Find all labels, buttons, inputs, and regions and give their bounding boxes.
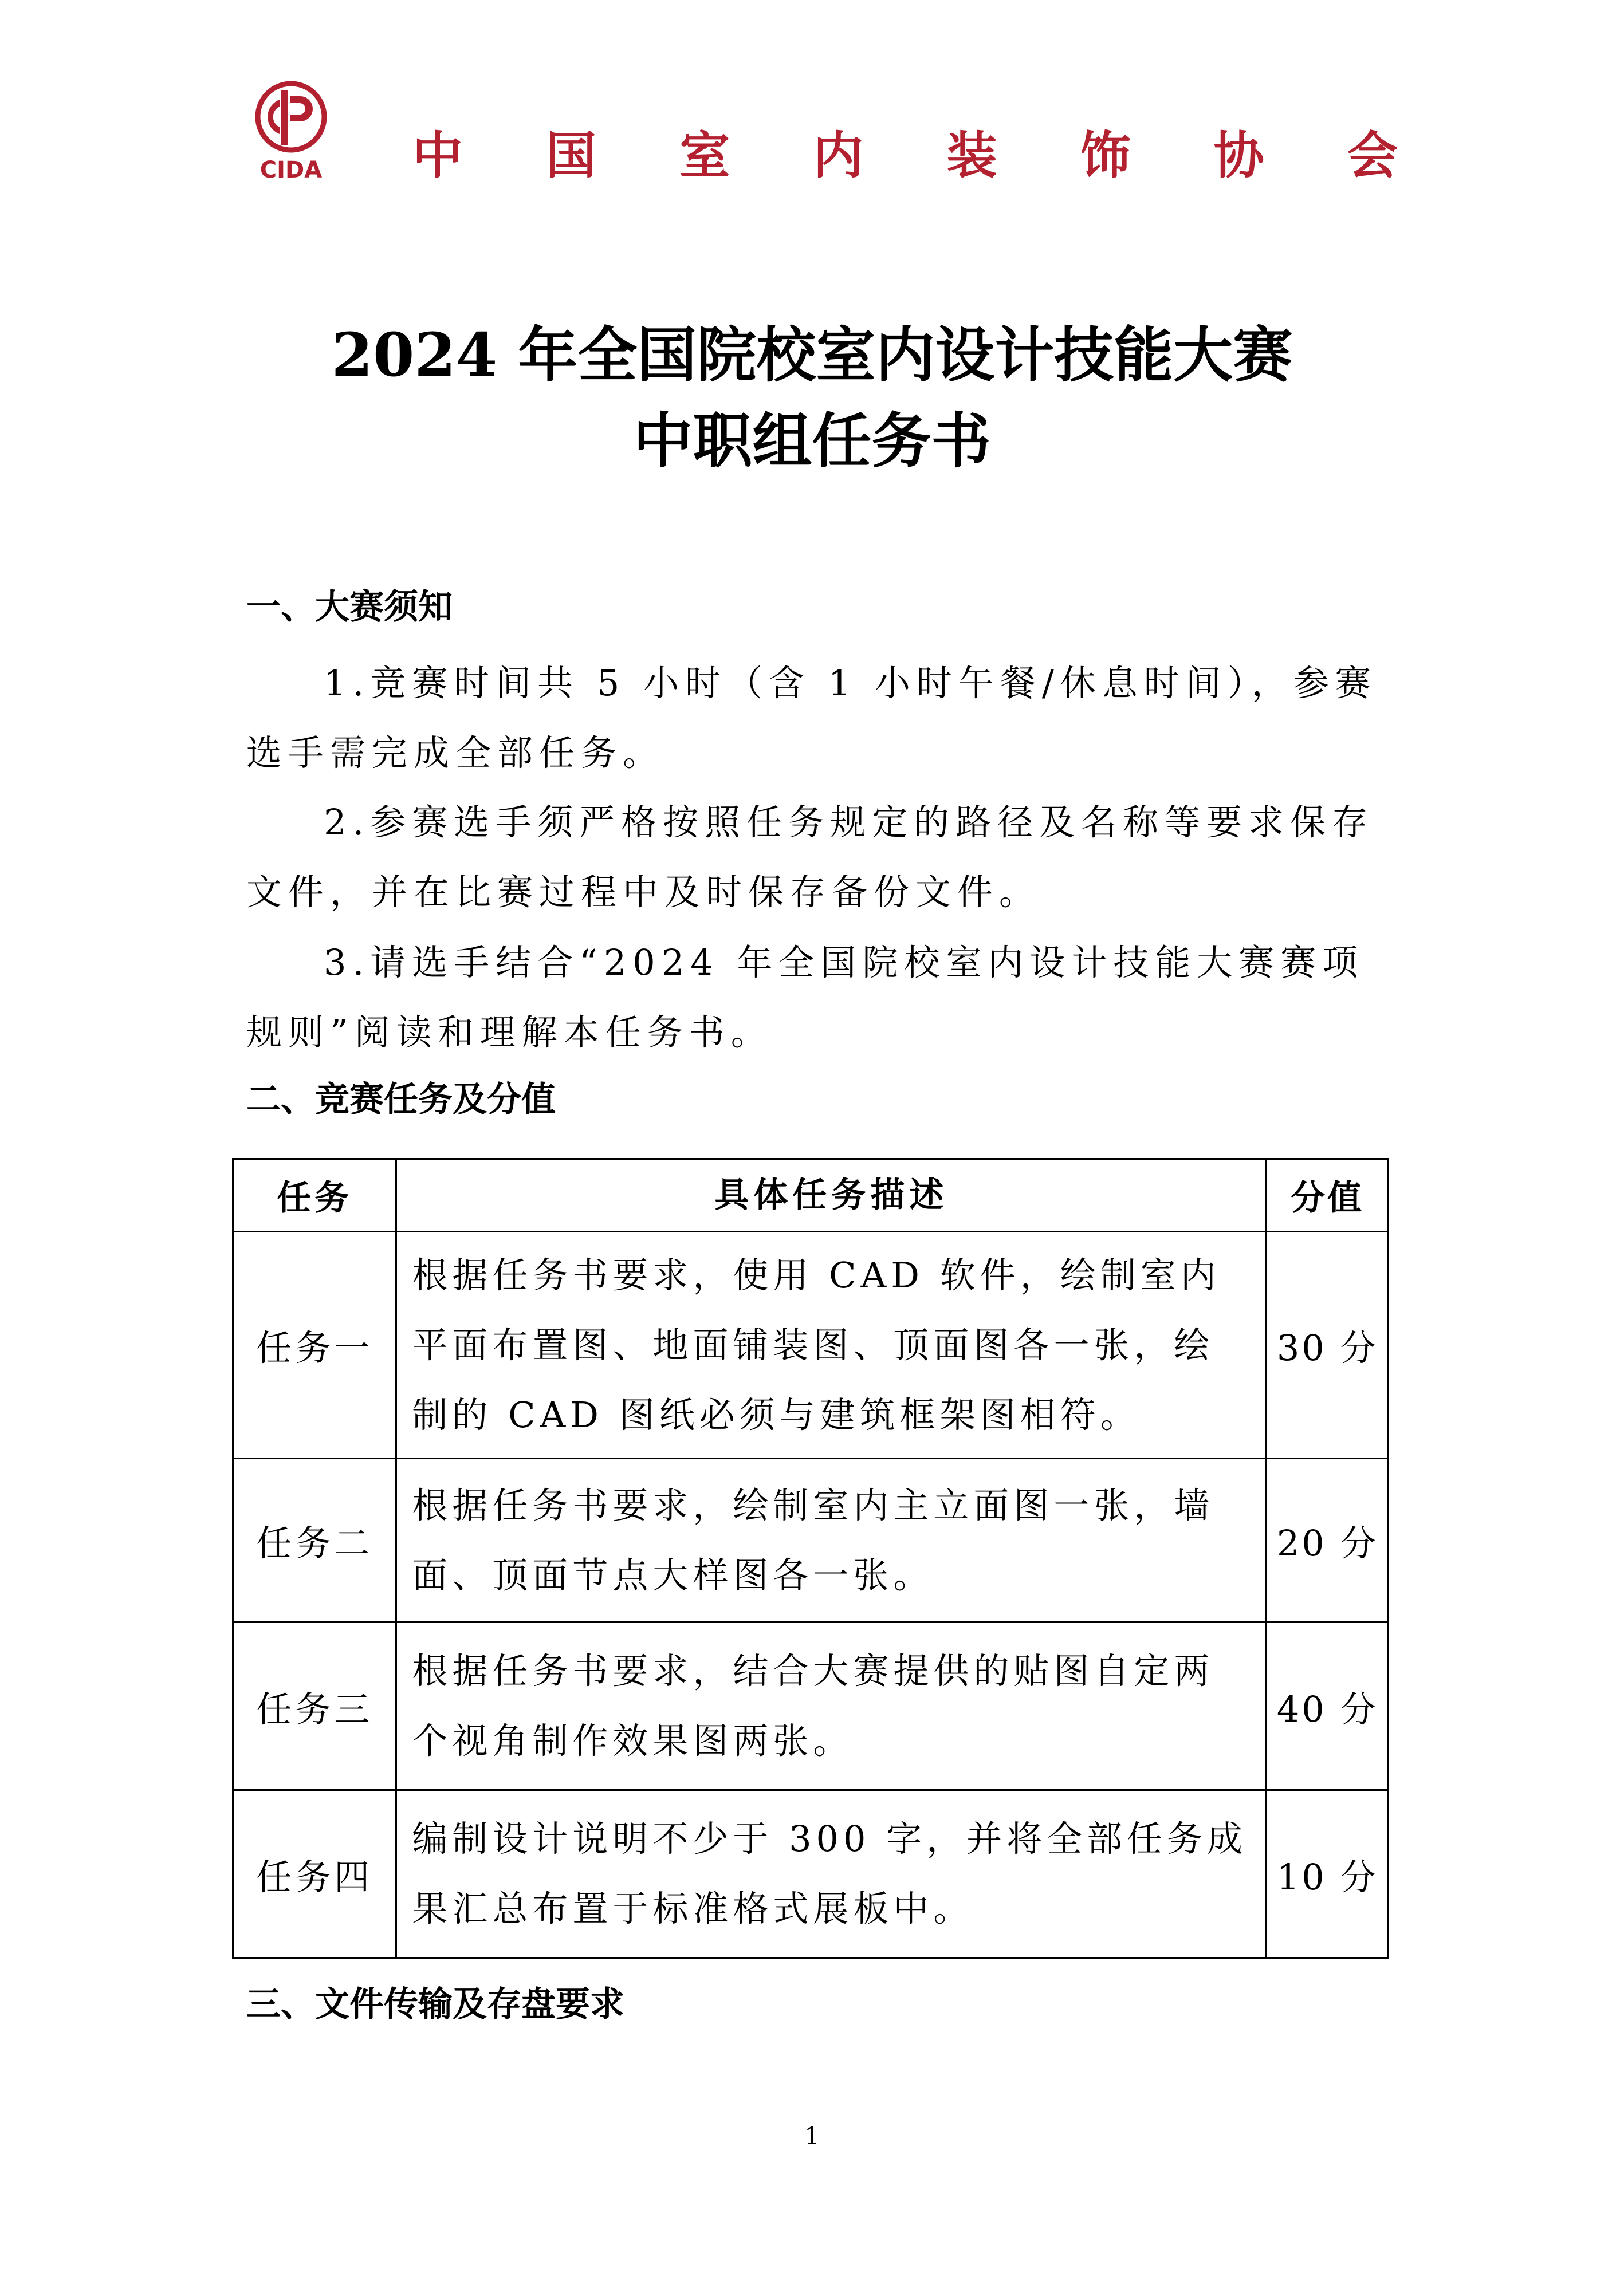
org-name-char: 内 (813, 126, 864, 185)
task-name-cell: 任务一 (233, 1232, 396, 1459)
notice-paragraph: 2.参赛选手须严格按照任务规定的路径及名称等要求保存文件，并在比赛过程中及时保存备份文件。 (246, 801, 1374, 913)
notice-paragraph: 1.竞赛时间共 5 小时（含 1 小时午餐/休息时间），参赛选手需完成全部任务。 (246, 662, 1377, 774)
task-name-cell: 任务三 (233, 1622, 396, 1790)
org-name-char: 装 (946, 126, 997, 185)
table-header-row (233, 1159, 1389, 1232)
task-description-cell: 根据任务书要求，使用 CAD 软件，绘制室内平面布置图、地面铺装图、顶面图各一张，绘制的 CAD 图纸必须与建筑框架图相符。 (396, 1232, 1267, 1459)
org-name-char: 协 (1213, 126, 1264, 185)
organization-name (412, 127, 1398, 184)
table-row (233, 1459, 1389, 1622)
task-name-cell: 任务二 (233, 1459, 396, 1622)
org-name-char: 国 (546, 126, 597, 185)
table-header-task: 任务 (233, 1159, 396, 1232)
table-row (233, 1622, 1389, 1790)
notice-paragraph: 3.请选手结合“2024 年全国院校室内设计技能大赛赛项规则”阅读和理解本任务书。 (246, 942, 1365, 1053)
page-number: 1 (804, 2122, 820, 2150)
task-score-cell: 30 分 (1267, 1232, 1389, 1459)
org-name-char: 会 (1347, 126, 1398, 185)
table-header-score: 分值 (1267, 1159, 1389, 1232)
logo-text: CIDA (259, 157, 323, 182)
document-subtitle: 中职组任务书 (633, 405, 991, 476)
org-name-char: 中 (412, 126, 463, 185)
task-description-cell: 根据任务书要求，结合大赛提供的贴图自定两个视角制作效果图两张。 (396, 1622, 1267, 1790)
table-row (233, 1232, 1389, 1459)
section-heading-notice: 一、大赛须知 (246, 587, 453, 627)
task-description-cell: 根据任务书要求，绘制室内主立面图一张，墙面、顶面节点大样图各一张。 (396, 1459, 1267, 1622)
cida-logo (245, 79, 337, 182)
org-name-char: 室 (679, 126, 730, 185)
table-header-description: 具体任务描述 (396, 1159, 1267, 1232)
section-heading-file-requirements: 三、文件传输及存盘要求 (246, 1984, 624, 2025)
task-name-cell: 任务四 (233, 1790, 396, 1958)
task-description-cell: 编制设计说明不少于 300 字，并将全部任务成果汇总布置于标准格式展板中。 (396, 1790, 1267, 1958)
table-row (233, 1790, 1389, 1958)
task-table (232, 1158, 1389, 1959)
document-title: 2024 年全国院校室内设计技能大赛 (331, 320, 1293, 390)
task-score-cell: 40 分 (1267, 1622, 1389, 1790)
org-name-char: 饰 (1080, 126, 1131, 185)
task-score-cell: 10 分 (1267, 1790, 1389, 1958)
task-score-cell: 20 分 (1267, 1459, 1389, 1622)
section-heading-tasks: 二、竞赛任务及分值 (246, 1080, 556, 1120)
